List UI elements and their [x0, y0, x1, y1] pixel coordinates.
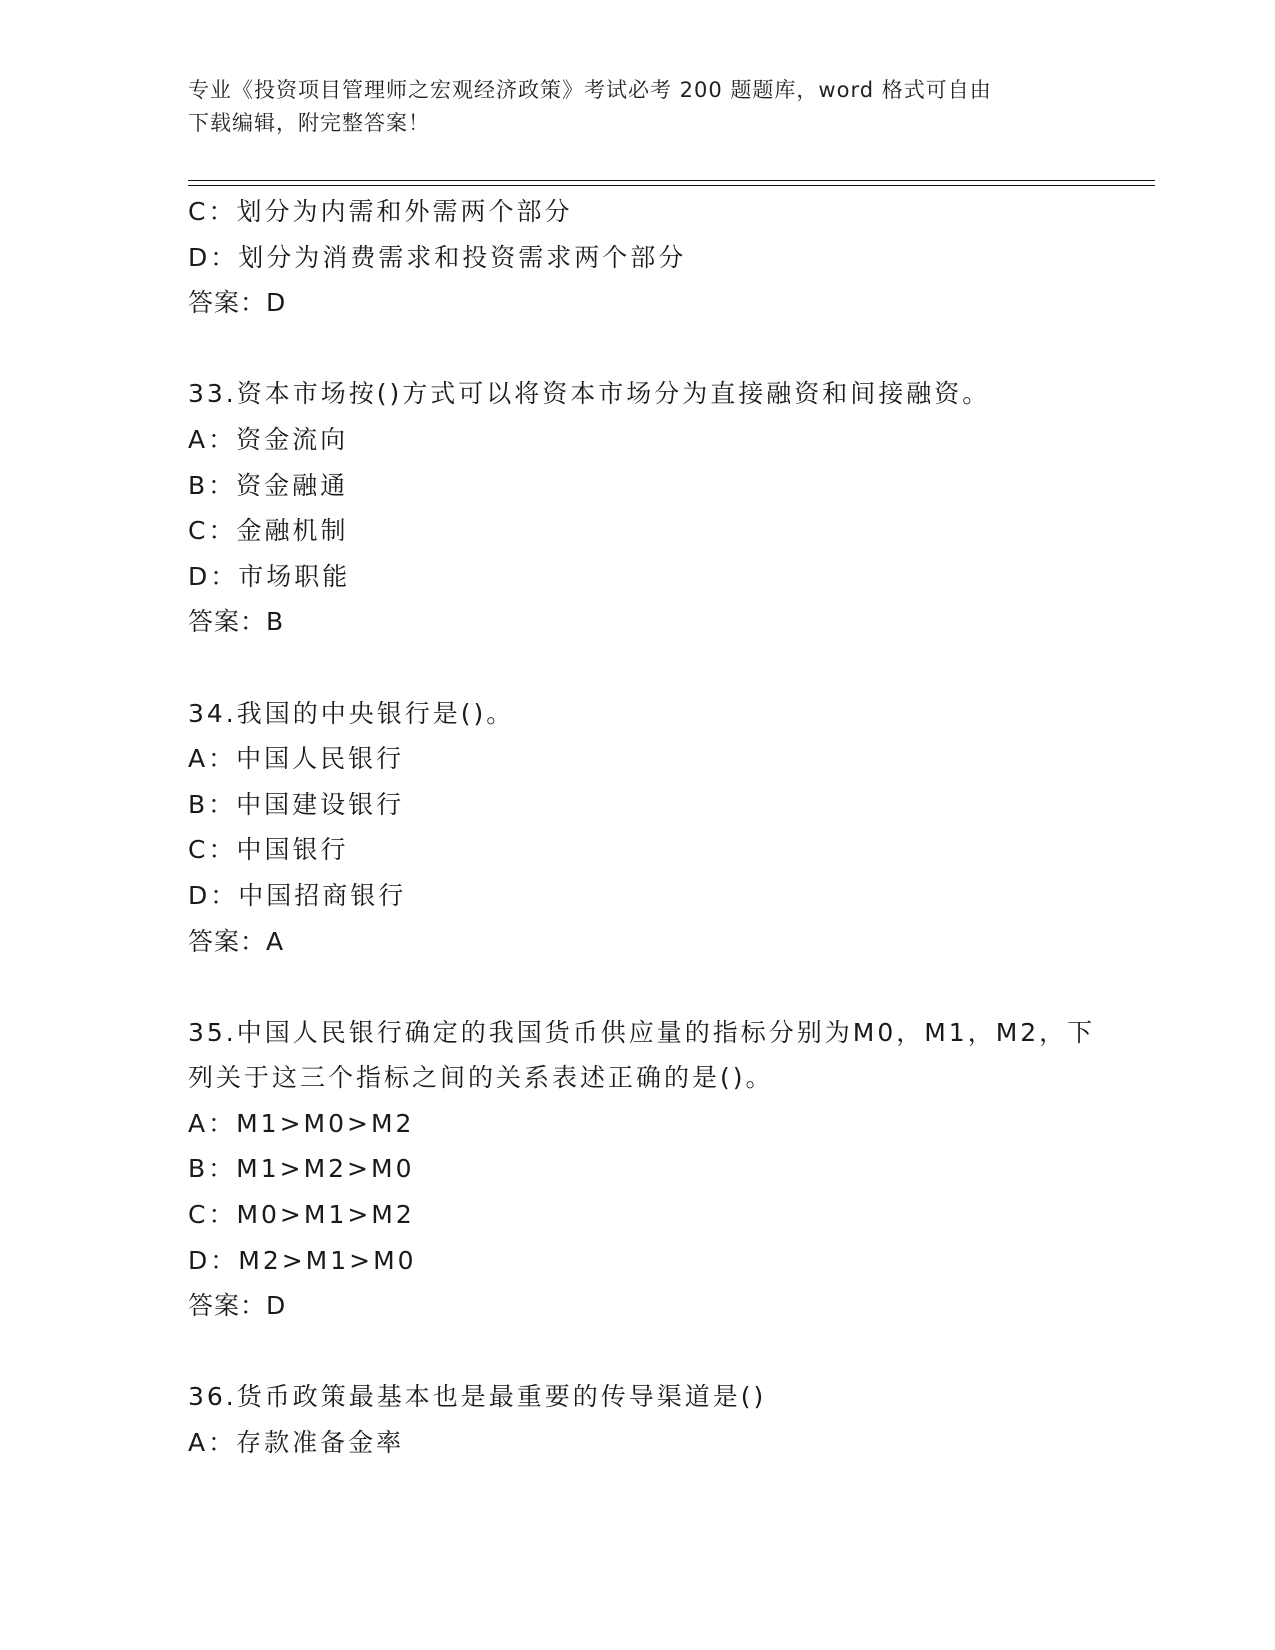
answer-text: 答案：B: [188, 607, 285, 637]
question-list: [188, 189, 1148, 1466]
option-item: A：中国人民银行: [188, 744, 405, 774]
header-divider-bottom: [188, 185, 1155, 186]
document-header: [188, 74, 1088, 140]
question-text: 34.我国的中央银行是()。: [188, 698, 515, 728]
option-item: D：划分为消费需求和投资需求两个部分: [188, 242, 687, 272]
option-item: B：资金融通: [188, 470, 349, 500]
option-item: A：M1>M0>M2: [188, 1108, 415, 1138]
option-item: C：中国银行: [188, 835, 349, 865]
option-item: A：资金流向: [188, 424, 349, 454]
question-text: 36.货币政策最基本也是最重要的传导渠道是(): [188, 1382, 767, 1412]
option-item: D：市场职能: [188, 561, 351, 591]
option-item: C：划分为内需和外需两个部分: [188, 197, 573, 226]
option-item: B：M1>M2>M0: [188, 1154, 415, 1184]
option-item: D：M2>M1>M0: [188, 1245, 417, 1275]
block-spacer: [188, 326, 1148, 372]
header-line-2: 下载编辑，附完整答案！: [188, 111, 430, 135]
block-spacer: [188, 645, 1148, 691]
answer-text: 答案：A: [188, 926, 285, 956]
header-line-1: 专业《投资项目管理师之宏观经济政策》考试必考 200 题题库，word 格式可自由: [188, 78, 992, 102]
option-item: B：中国建设银行: [188, 789, 405, 819]
option-item: D：中国招商银行: [188, 880, 407, 910]
option-item: C：金融机制: [188, 516, 349, 546]
option-item: C：M0>M1>M2: [188, 1200, 415, 1230]
header-divider-top: [188, 180, 1155, 181]
answer-text: 答案：D: [188, 1291, 287, 1321]
question-text: 33.资本市场按()方式可以将资本市场分为直接融资和间接融资。: [188, 379, 991, 409]
block-spacer: [188, 964, 1148, 1010]
question-text: 列关于这三个指标之间的关系表述正确的是()。: [188, 1063, 774, 1093]
block-spacer: [188, 1329, 1148, 1375]
answer-text: 答案：D: [188, 288, 287, 318]
question-text: 35.中国人民银行确定的我国货币供应量的指标分别为M0，M1，M2，下: [188, 1017, 1096, 1047]
option-item: A：存款准备金率: [188, 1428, 405, 1458]
